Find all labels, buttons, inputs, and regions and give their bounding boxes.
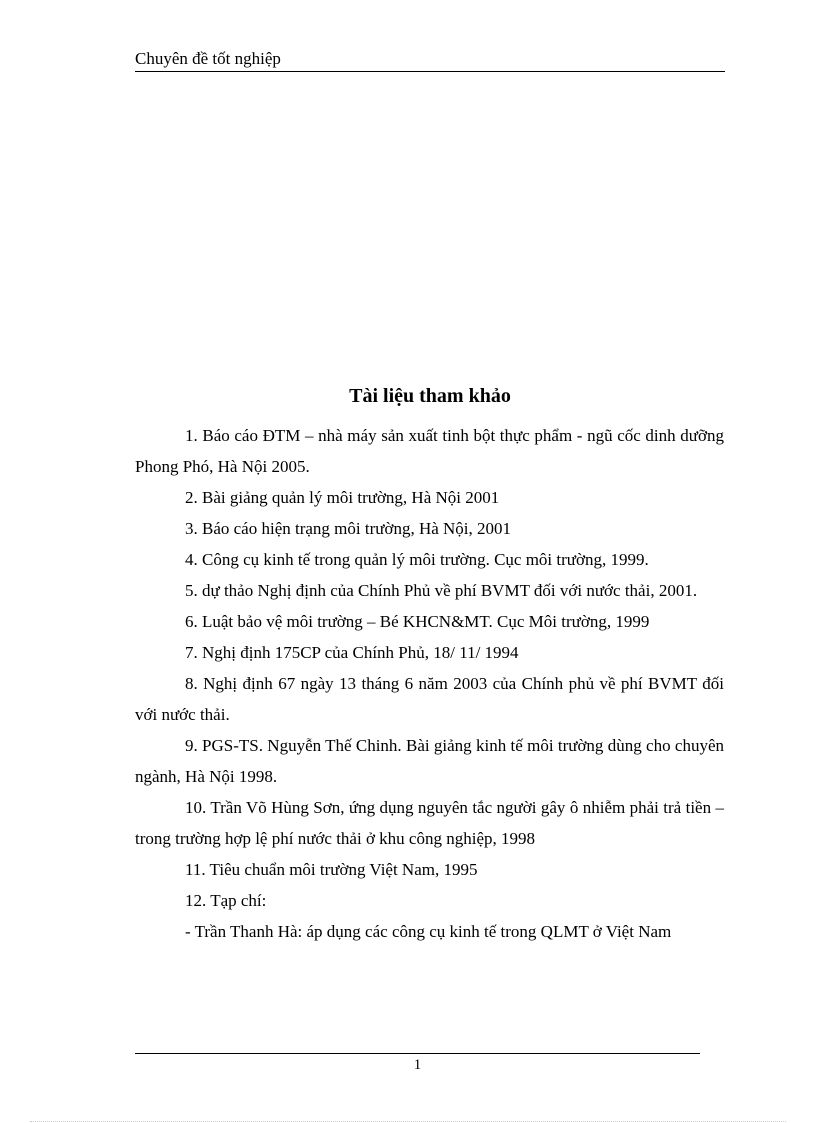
reference-item: 10. Trần Võ Hùng Sơn, ứng dụng nguyên tắc người gây ô nhiễm phải trả tiền – trong trường hợp lệ phí nước thải ở khu công nghiệp, 1998 <box>135 798 724 848</box>
reference-item: 8. Nghị định 67 ngày 13 tháng 6 năm 2003 của Chính phủ về phí BVMT đối với nước thải. <box>135 674 724 724</box>
references-list <box>135 420 724 947</box>
reference-item: 3. Báo cáo hiện trạng môi trường, Hà Nội, 2001 <box>185 519 512 538</box>
reference-item: 4. Công cụ kinh tế trong quản lý môi trường. Cục môi trường, 1999. <box>185 550 649 569</box>
footer-divider <box>135 1053 700 1054</box>
reference-item: 5. dự thảo Nghị định của Chính Phủ về phí BVMT đối với nước thải, 2001. <box>185 581 698 600</box>
reference-item: 2. Bài giảng quản lý môi trường, Hà Nội 2001 <box>185 488 500 507</box>
page-bottom-edge <box>30 1121 786 1122</box>
reference-item: 6. Luật bảo vệ môi trường – Bé KHCN&MT. Cục Môi trường, 1999 <box>185 612 650 631</box>
reference-item: 7. Nghị định 175CP của Chính Phủ, 18/ 11/ 1994 <box>185 643 519 662</box>
reference-item: 1. Báo cáo ĐTM – nhà máy sản xuất tinh bột thực phẩm - ngũ cốc dinh dưỡng Phong Phó, Hà Nội 2005. <box>135 426 724 476</box>
reference-item: - Trần Thanh Hà: áp dụng các công cụ kinh tế trong QLMT ở Việt Nam <box>185 922 672 941</box>
page-header: Chuyên đề tốt nghiệp <box>135 48 725 72</box>
reference-item: 11. Tiêu chuẩn môi trường Việt Nam, 1995 <box>185 860 478 879</box>
page-number: 1 <box>413 1057 422 1073</box>
reference-item: 12. Tạp chí: <box>185 891 267 910</box>
references-title: Tài liệu tham khảo <box>349 385 511 407</box>
reference-item: 9. PGS-TS. Nguyễn Thế Chinh. Bài giảng kinh tế môi trường dùng cho chuyên ngành, Hà Nội 1998. <box>135 736 724 786</box>
